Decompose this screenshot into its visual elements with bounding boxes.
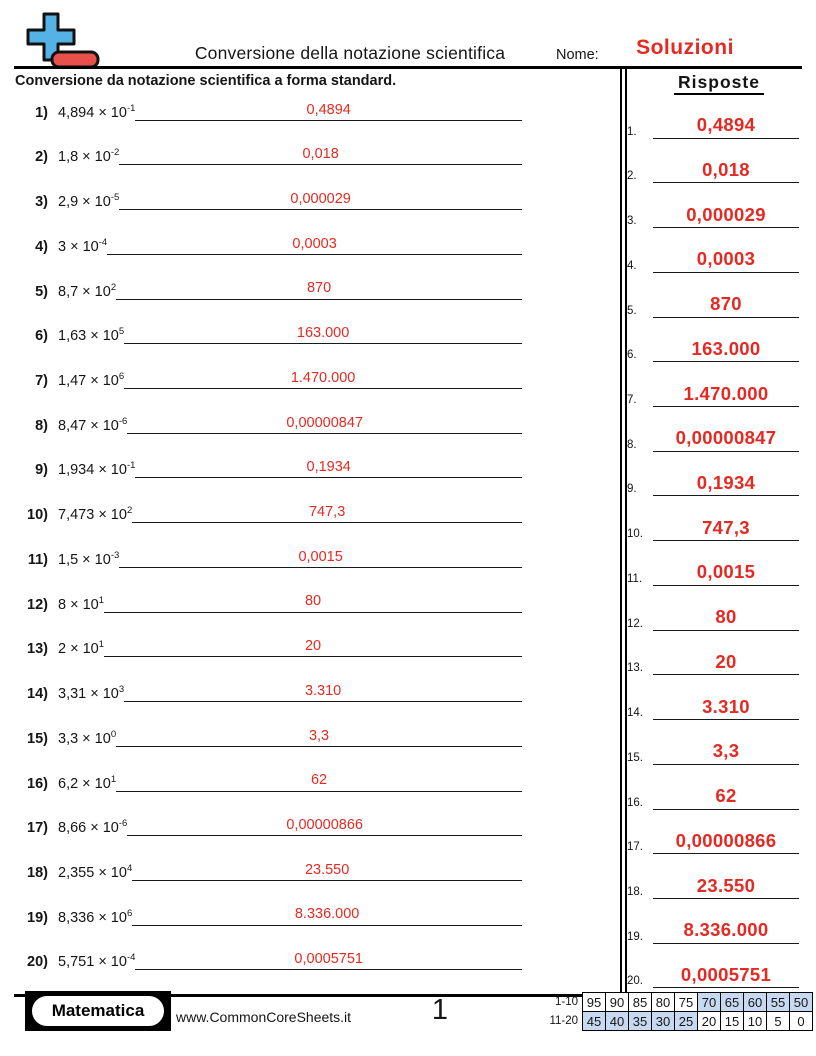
- answer-key-value: 0,1934: [696, 472, 756, 494]
- problem-number: 18): [27, 864, 48, 881]
- problem-number: 4): [35, 238, 48, 255]
- answer-key-line: [653, 831, 799, 854]
- problem-exponent: 0: [110, 728, 117, 740]
- answer-key-value: 0,00000847: [675, 427, 777, 449]
- answer-key-value: 8.336.000: [683, 919, 769, 941]
- problem-number: 7): [35, 373, 48, 390]
- problem-answer-text: 1.470.000: [290, 369, 356, 386]
- problem-exponent: 6: [126, 907, 133, 919]
- problem-answer-text: 747,3: [308, 503, 346, 520]
- answer-number: 18.: [627, 885, 643, 898]
- answer-blank-line[interactable]: [132, 905, 522, 925]
- answer-number: 7.: [627, 394, 637, 407]
- problem-exponent: 1: [98, 639, 105, 651]
- answer-blank-line[interactable]: [104, 637, 522, 657]
- problem-answer-text: 0,4894: [306, 101, 351, 118]
- answer-key-line: [653, 741, 799, 764]
- problem-exponent: 4: [126, 862, 133, 874]
- problem-mantissa: 8,66 × 10: [58, 820, 119, 837]
- answer-row: [627, 675, 799, 720]
- answer-number: 14.: [627, 707, 643, 720]
- problem-exponent: -5: [110, 192, 120, 204]
- grading-row-2-cells: [583, 1011, 813, 1031]
- answer-number: 3.: [627, 215, 637, 228]
- answer-key-line: [653, 428, 799, 451]
- grading-cell: 5: [766, 1011, 790, 1031]
- problem-answer-text: 20: [304, 638, 322, 655]
- grading-cell: 30: [651, 1011, 675, 1031]
- grading-cell: 55: [766, 992, 790, 1012]
- answer-key-line: [653, 205, 799, 228]
- name-value: Soluzioni: [636, 36, 734, 59]
- answer-key-value: 62: [715, 785, 737, 807]
- answer-blank-line[interactable]: [119, 548, 522, 568]
- problem-number: 12): [27, 596, 48, 613]
- answer-key-line: [653, 115, 799, 138]
- problem-row: [22, 344, 522, 389]
- problem-expression: [58, 460, 135, 478]
- grading-cell: 40: [605, 1011, 629, 1031]
- answer-key-line: [653, 249, 799, 272]
- answer-row: [627, 139, 799, 184]
- answer-blank-line[interactable]: [124, 324, 522, 344]
- grading-cell: 0: [789, 1011, 813, 1031]
- problem-answer-text: 870: [306, 280, 332, 297]
- grading-cell: 45: [582, 1011, 606, 1031]
- problem-number: 9): [35, 462, 48, 479]
- answer-row: [627, 362, 799, 407]
- problem-number: 1): [35, 104, 48, 121]
- problem-answer-text: 0,0005751: [294, 951, 363, 968]
- grading-row-2-label: 11-20: [549, 1015, 578, 1027]
- answer-number: 8.: [627, 438, 637, 451]
- problem-exponent: 2: [110, 281, 117, 293]
- problem-mantissa: 8,7 × 10: [58, 283, 111, 300]
- answer-row: [627, 407, 799, 452]
- plus-minus-icon: [18, 10, 106, 70]
- problem-row: [22, 747, 522, 792]
- answer-number: 11.: [627, 572, 643, 585]
- grading-row-1: [549, 992, 813, 1012]
- problem-mantissa: 2 × 10: [58, 641, 99, 658]
- answer-blank-line[interactable]: [135, 458, 522, 478]
- answer-number: 9.: [627, 483, 637, 496]
- answer-number: 4.: [627, 259, 637, 272]
- problem-exponent: -1: [126, 102, 136, 114]
- problem-row: [22, 255, 522, 300]
- problem-expression: [58, 237, 107, 255]
- problem-exponent: -1: [126, 460, 136, 472]
- answer-key-value: 747,3: [702, 516, 750, 538]
- problem-expression: [58, 818, 127, 836]
- grading-cell: 80: [651, 992, 675, 1012]
- answer-key-line: [653, 607, 799, 630]
- answers-column-title: Risposte: [636, 72, 802, 93]
- answer-key-value: 0,0003: [696, 248, 756, 270]
- problem-row: [22, 613, 522, 658]
- problem-number: 5): [35, 283, 48, 300]
- instruction-text: Conversione da notazione scientifica a forma standard.: [15, 73, 397, 89]
- grading-cell: 20: [697, 1011, 721, 1031]
- problem-exponent: 1: [98, 594, 105, 606]
- grading-table: [549, 992, 813, 1031]
- problem-mantissa: 7,473 × 10: [58, 507, 127, 524]
- answer-key-line: [653, 876, 799, 899]
- problem-mantissa: 1,934 × 10: [58, 462, 127, 479]
- brand-logo: [25, 991, 171, 1031]
- answer-row: [627, 318, 799, 363]
- problem-exponent: -6: [118, 818, 128, 830]
- answer-number: 1.: [627, 125, 637, 138]
- problem-row: [22, 926, 522, 971]
- answer-blank-line[interactable]: [127, 414, 522, 434]
- answer-row: [627, 228, 799, 273]
- answer-key-value: 0,018: [702, 159, 750, 181]
- problem-exponent: 1: [110, 773, 117, 785]
- problem-expression: [58, 147, 119, 165]
- problem-expression: [58, 103, 135, 121]
- answer-key-value: 20: [715, 650, 737, 672]
- answer-row: [627, 496, 799, 541]
- problem-expression: [58, 371, 124, 389]
- column-separator: [620, 68, 627, 994]
- problem-expression: [58, 550, 119, 568]
- answer-row: [627, 810, 799, 855]
- problem-expression: [58, 908, 132, 926]
- problem-number: 16): [27, 775, 48, 792]
- page-number: 1: [431, 994, 449, 1026]
- problem-row: [22, 121, 522, 166]
- page-title: Conversione della notazione scientifica: [194, 43, 506, 63]
- answer-key-line: [653, 384, 799, 407]
- grading-cell: 65: [720, 992, 744, 1012]
- problem-mantissa: 1,8 × 10: [58, 149, 111, 166]
- problem-mantissa: 3,31 × 10: [58, 686, 119, 703]
- problem-answer-text: 80: [304, 593, 322, 610]
- problem-mantissa: 1,47 × 10: [58, 373, 119, 390]
- problems-list: [22, 76, 522, 970]
- answer-key-line: [653, 920, 799, 943]
- problem-expression: [58, 729, 116, 747]
- grading-row-1-label: 1-10: [554, 996, 578, 1008]
- answer-number: 16.: [627, 796, 643, 809]
- answer-key-line: [653, 697, 799, 720]
- answer-blank-line[interactable]: [132, 503, 522, 523]
- grading-cell: 70: [697, 992, 721, 1012]
- answer-key-line: [653, 786, 799, 809]
- problem-number: 20): [27, 954, 48, 971]
- problem-answer-text: 0,000029: [290, 190, 351, 207]
- answer-row: [627, 94, 799, 139]
- problem-answer-text: 0,0003: [292, 235, 337, 252]
- problem-number: 3): [35, 194, 48, 211]
- problem-mantissa: 1,63 × 10: [58, 328, 119, 345]
- problem-answer-text: 0,1934: [306, 459, 351, 476]
- problem-row: [22, 478, 522, 523]
- answer-key-line: [653, 160, 799, 183]
- answer-blank-line[interactable]: [124, 369, 522, 389]
- answer-blank-line[interactable]: [124, 682, 522, 702]
- problem-expression: [58, 684, 124, 702]
- answer-key-value: 0,4894: [696, 114, 756, 136]
- problem-expression: [58, 505, 132, 523]
- problem-expression: [58, 639, 104, 657]
- answer-blank-line[interactable]: [107, 235, 522, 255]
- problem-mantissa: 4,894 × 10: [58, 104, 127, 121]
- answer-key-line: [653, 294, 799, 317]
- problem-row: [22, 165, 522, 210]
- problem-number: 11): [27, 551, 48, 568]
- answer-key-value: 3.310: [702, 695, 750, 717]
- answer-key-value: 0,00000866: [675, 829, 777, 851]
- answer-blank-line[interactable]: [116, 727, 522, 747]
- problem-number: 19): [27, 909, 48, 926]
- problem-row: [22, 210, 522, 255]
- answer-row: [627, 720, 799, 765]
- problem-answer-text: 163.000: [296, 325, 350, 342]
- problem-exponent: -4: [126, 952, 136, 964]
- problem-exponent: 6: [118, 371, 125, 383]
- problem-row: [22, 702, 522, 747]
- problem-mantissa: 8 × 10: [58, 596, 99, 613]
- answer-row: [627, 631, 799, 676]
- grading-row-1-cells: [583, 992, 813, 1012]
- answer-blank-line[interactable]: [119, 190, 522, 210]
- answer-number: 2.: [627, 170, 637, 183]
- grading-cell: 25: [674, 1011, 698, 1031]
- grading-row-2: [549, 1011, 813, 1031]
- answer-blank-line[interactable]: [135, 101, 522, 121]
- grading-cell: 15: [720, 1011, 744, 1031]
- problem-row: [22, 523, 522, 568]
- grading-cell: 35: [628, 1011, 652, 1031]
- problem-number: 13): [27, 641, 48, 658]
- problem-answer-text: 0,00000866: [286, 817, 363, 833]
- problem-answer-text: 0,018: [302, 146, 339, 163]
- problem-expression: [58, 192, 119, 210]
- answer-key-line: [653, 473, 799, 496]
- answer-key-value: 870: [710, 293, 742, 315]
- answer-row: [627, 273, 799, 318]
- answer-key-line: [653, 965, 799, 988]
- problem-row: [22, 657, 522, 702]
- problem-expression: [58, 774, 116, 792]
- grading-cell: 95: [582, 992, 606, 1012]
- problem-number: 2): [35, 149, 48, 166]
- answer-key-value: 23.550: [696, 874, 756, 896]
- answer-blank-line[interactable]: [132, 861, 522, 881]
- problem-mantissa: 8,47 × 10: [58, 417, 119, 434]
- problem-number: 17): [27, 820, 48, 837]
- answers-list: [627, 94, 799, 988]
- problem-mantissa: 3 × 10: [58, 238, 99, 255]
- website-url[interactable]: www.CommonCoreSheets.it: [176, 1009, 352, 1025]
- problem-answer-text: 62: [310, 772, 328, 789]
- answer-blank-line[interactable]: [127, 816, 522, 836]
- answer-key-value: 3,3: [712, 740, 740, 762]
- answer-row: [627, 854, 799, 899]
- problem-exponent: 2: [126, 505, 133, 517]
- problem-exponent: -3: [110, 549, 120, 561]
- answer-key-value: 0,0015: [696, 561, 756, 583]
- problem-row: [22, 568, 522, 613]
- problem-row: [22, 389, 522, 434]
- problem-mantissa: 2,355 × 10: [58, 864, 127, 881]
- answer-row: [627, 944, 799, 989]
- answer-key-value: 0,0005751: [680, 963, 772, 985]
- problem-row: [22, 792, 522, 837]
- answer-row: [627, 452, 799, 497]
- answer-key-value: 80: [715, 606, 737, 628]
- brand-label: Matematica: [30, 994, 166, 1028]
- problem-answer-text: 8.336.000: [294, 906, 360, 923]
- problem-answer-text: 0,00000847: [286, 414, 363, 431]
- answer-blank-line[interactable]: [116, 279, 522, 299]
- grading-cell: 50: [789, 992, 813, 1012]
- grading-cell: 75: [674, 992, 698, 1012]
- problem-answer-text: 0,0015: [298, 548, 343, 565]
- problem-row: [22, 300, 522, 345]
- problem-exponent: 5: [118, 326, 125, 338]
- problem-expression: [58, 595, 104, 613]
- answer-key-value: 1.470.000: [683, 382, 769, 404]
- answer-blank-line[interactable]: [116, 771, 522, 791]
- problem-row: [22, 836, 522, 881]
- problem-row: [22, 881, 522, 926]
- grading-cell: 10: [743, 1011, 767, 1031]
- grading-cell: 90: [605, 992, 629, 1012]
- answer-blank-line[interactable]: [135, 950, 522, 970]
- problem-number: 8): [35, 417, 48, 434]
- answer-blank-line[interactable]: [104, 592, 522, 612]
- problem-number: 15): [27, 730, 48, 747]
- problem-answer-text: 3,3: [308, 727, 330, 744]
- grading-cell: 60: [743, 992, 767, 1012]
- problem-mantissa: 5,751 × 10: [58, 954, 127, 971]
- problem-row: [22, 76, 522, 121]
- problem-expression: [58, 326, 124, 344]
- answer-key-line: [653, 518, 799, 541]
- answer-number: 10.: [627, 528, 643, 541]
- name-label: Nome:: [556, 47, 599, 63]
- problem-expression: [58, 863, 132, 881]
- answer-number: 6.: [627, 349, 637, 362]
- header-rule: [14, 66, 802, 69]
- problem-exponent: -6: [118, 415, 128, 427]
- answer-key-line: [653, 562, 799, 585]
- answer-key-line: [653, 339, 799, 362]
- problem-expression: [58, 416, 127, 434]
- grading-cell: 85: [628, 992, 652, 1012]
- answer-key-line: [653, 652, 799, 675]
- answer-key-value: 163.000: [691, 337, 761, 359]
- problem-mantissa: 6,2 × 10: [58, 775, 111, 792]
- problem-mantissa: 1,5 × 10: [58, 551, 111, 568]
- problem-mantissa: 8,336 × 10: [58, 909, 127, 926]
- answer-number: 17.: [627, 841, 643, 854]
- problem-exponent: 3: [118, 684, 125, 696]
- answer-blank-line[interactable]: [119, 145, 522, 165]
- problem-expression: [58, 282, 116, 300]
- problem-number: 6): [35, 328, 48, 345]
- answer-number: 13.: [627, 662, 643, 675]
- answer-row: [627, 899, 799, 944]
- answer-row: [627, 183, 799, 228]
- answer-number: 12.: [627, 617, 643, 630]
- problem-number: 10): [27, 507, 48, 524]
- answer-key-value: 0,000029: [686, 203, 766, 225]
- answer-number: 20.: [627, 975, 643, 988]
- answer-row: [627, 586, 799, 631]
- answer-number: 19.: [627, 930, 643, 943]
- problem-answer-text: 23.550: [304, 861, 350, 878]
- answer-row: [627, 765, 799, 810]
- answer-row: [627, 541, 799, 586]
- answer-number: 5.: [627, 304, 637, 317]
- problem-exponent: -2: [110, 147, 120, 159]
- problem-expression: [58, 952, 135, 970]
- problem-number: 14): [27, 686, 48, 703]
- problem-exponent: -4: [98, 236, 108, 248]
- problem-mantissa: 3,3 × 10: [58, 730, 111, 747]
- problem-mantissa: 2,9 × 10: [58, 194, 111, 211]
- answer-number: 15.: [627, 751, 643, 764]
- problem-row: [22, 434, 522, 479]
- problem-answer-text: 3.310: [304, 682, 342, 699]
